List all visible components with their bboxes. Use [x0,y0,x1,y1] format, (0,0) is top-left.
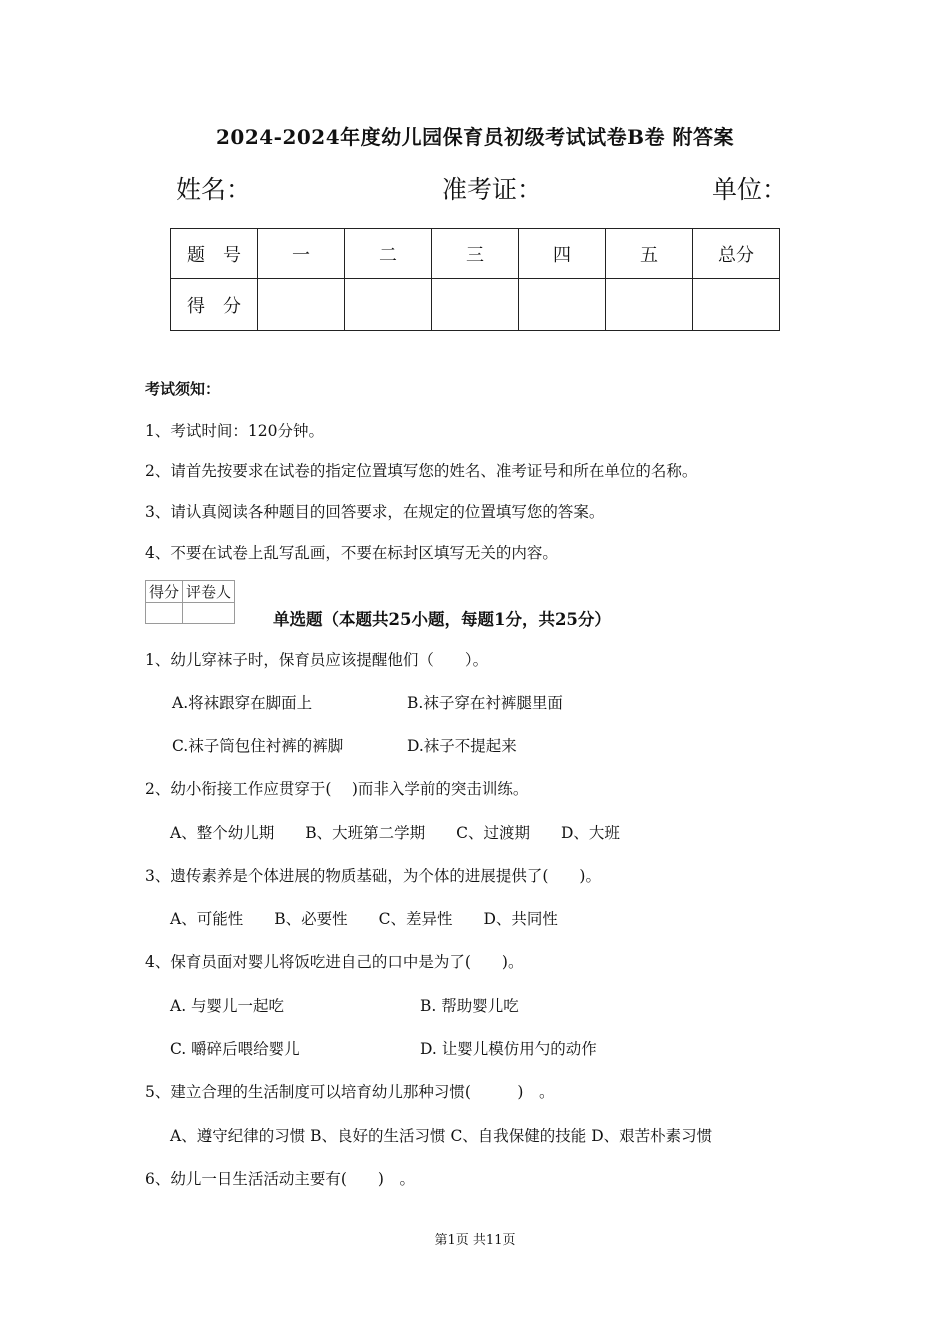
grader-name-cell[interactable] [183,603,235,624]
score-table-header-cell: 二 [345,229,432,279]
score-table [170,228,780,331]
score-cell[interactable] [693,279,780,331]
question-stem: 4、保育员面对婴儿将饭吃进自己的口中是为了( )。 [145,953,524,971]
score-cell[interactable] [519,279,606,331]
score-table-header-cell: 题 号 [171,229,258,279]
notice-item: 4、不要在试卷上乱写乱画，不要在标封区填写无关的内容。 [145,544,558,562]
answer-option[interactable]: D. 让婴儿模仿用勺的动作 [420,1040,597,1058]
answer-option[interactable]: B.袜子穿在衬裤腿里面 [407,694,563,712]
answer-options-line[interactable]: A、整个幼儿期 B、大班第二学期 C、过渡期 D、大班 [170,824,620,842]
score-cell[interactable] [345,279,432,331]
grader-score-cell[interactable] [146,603,183,624]
answer-options-line[interactable]: A、可能性 B、必要性 C、差异性 D、共同性 [170,910,558,928]
score-cell[interactable] [606,279,693,331]
unit-label: 单位： [712,175,788,204]
grader-name-label: 评卷人 [183,581,235,603]
score-row-label: 得 分 [171,279,258,331]
score-table-header-cell: 五 [606,229,693,279]
answer-option[interactable]: C.袜子筒包住衬裤的裤脚 [172,737,344,755]
answer-option[interactable]: D.袜子不提起来 [407,737,517,755]
score-cell[interactable] [258,279,345,331]
grader-score-label: 得分 [146,581,183,603]
answer-option[interactable]: B. 帮助婴儿吃 [420,997,519,1015]
grader-box [145,580,235,624]
question-stem: 3、遗传素养是个体进展的物质基础，为个体的进展提供了( )。 [145,867,601,885]
score-table-header-cell: 三 [432,229,519,279]
question-stem: 6、幼儿一日生活活动主要有( ) 。 [145,1170,415,1188]
page-footer: 第1页 共11页 [434,1233,516,1248]
exam-title: 2024-2024年度幼儿园保育员初级考试试卷B卷 附答案 [216,125,734,149]
answer-option[interactable]: A. 与婴儿一起吃 [170,997,285,1015]
score-table-header-cell: 一 [258,229,345,279]
answer-options-line[interactable]: A、遵守纪律的习惯 B、良好的生活习惯 C、自我保健的技能 D、艰苦朴素习惯 [170,1127,713,1145]
score-table-score-row [171,279,780,331]
answer-option[interactable]: C. 嚼碎后喂给婴儿 [170,1040,300,1058]
name-label: 姓名： [176,175,252,204]
score-cell[interactable] [432,279,519,331]
question-stem: 1、幼儿穿袜子时，保育员应该提醒他们（ ）。 [145,651,489,669]
notice-heading: 考试须知： [145,380,221,398]
notice-item: 1、考试时间：120分钟。 [145,422,324,440]
score-table-header-cell: 四 [519,229,606,279]
answer-option[interactable]: A.将袜跟穿在脚面上 [172,694,313,712]
notice-item: 3、请认真阅读各种题目的回答要求，在规定的位置填写您的答案。 [145,503,605,521]
exam-id-label: 准考证： [442,175,543,204]
section-title: 单选题（本题共25小题，每题1分，共25分） [273,610,611,629]
question-stem: 5、建立合理的生活制度可以培育幼儿那种习惯( ) 。 [145,1083,555,1101]
score-table-header-row [171,229,780,279]
notice-item: 2、请首先按要求在试卷的指定位置填写您的姓名、准考证号和所在单位的名称。 [145,462,698,480]
score-table-header-cell: 总分 [693,229,780,279]
question-stem: 2、幼小衔接工作应贯穿于( )而非入学前的突击训练。 [145,780,529,798]
